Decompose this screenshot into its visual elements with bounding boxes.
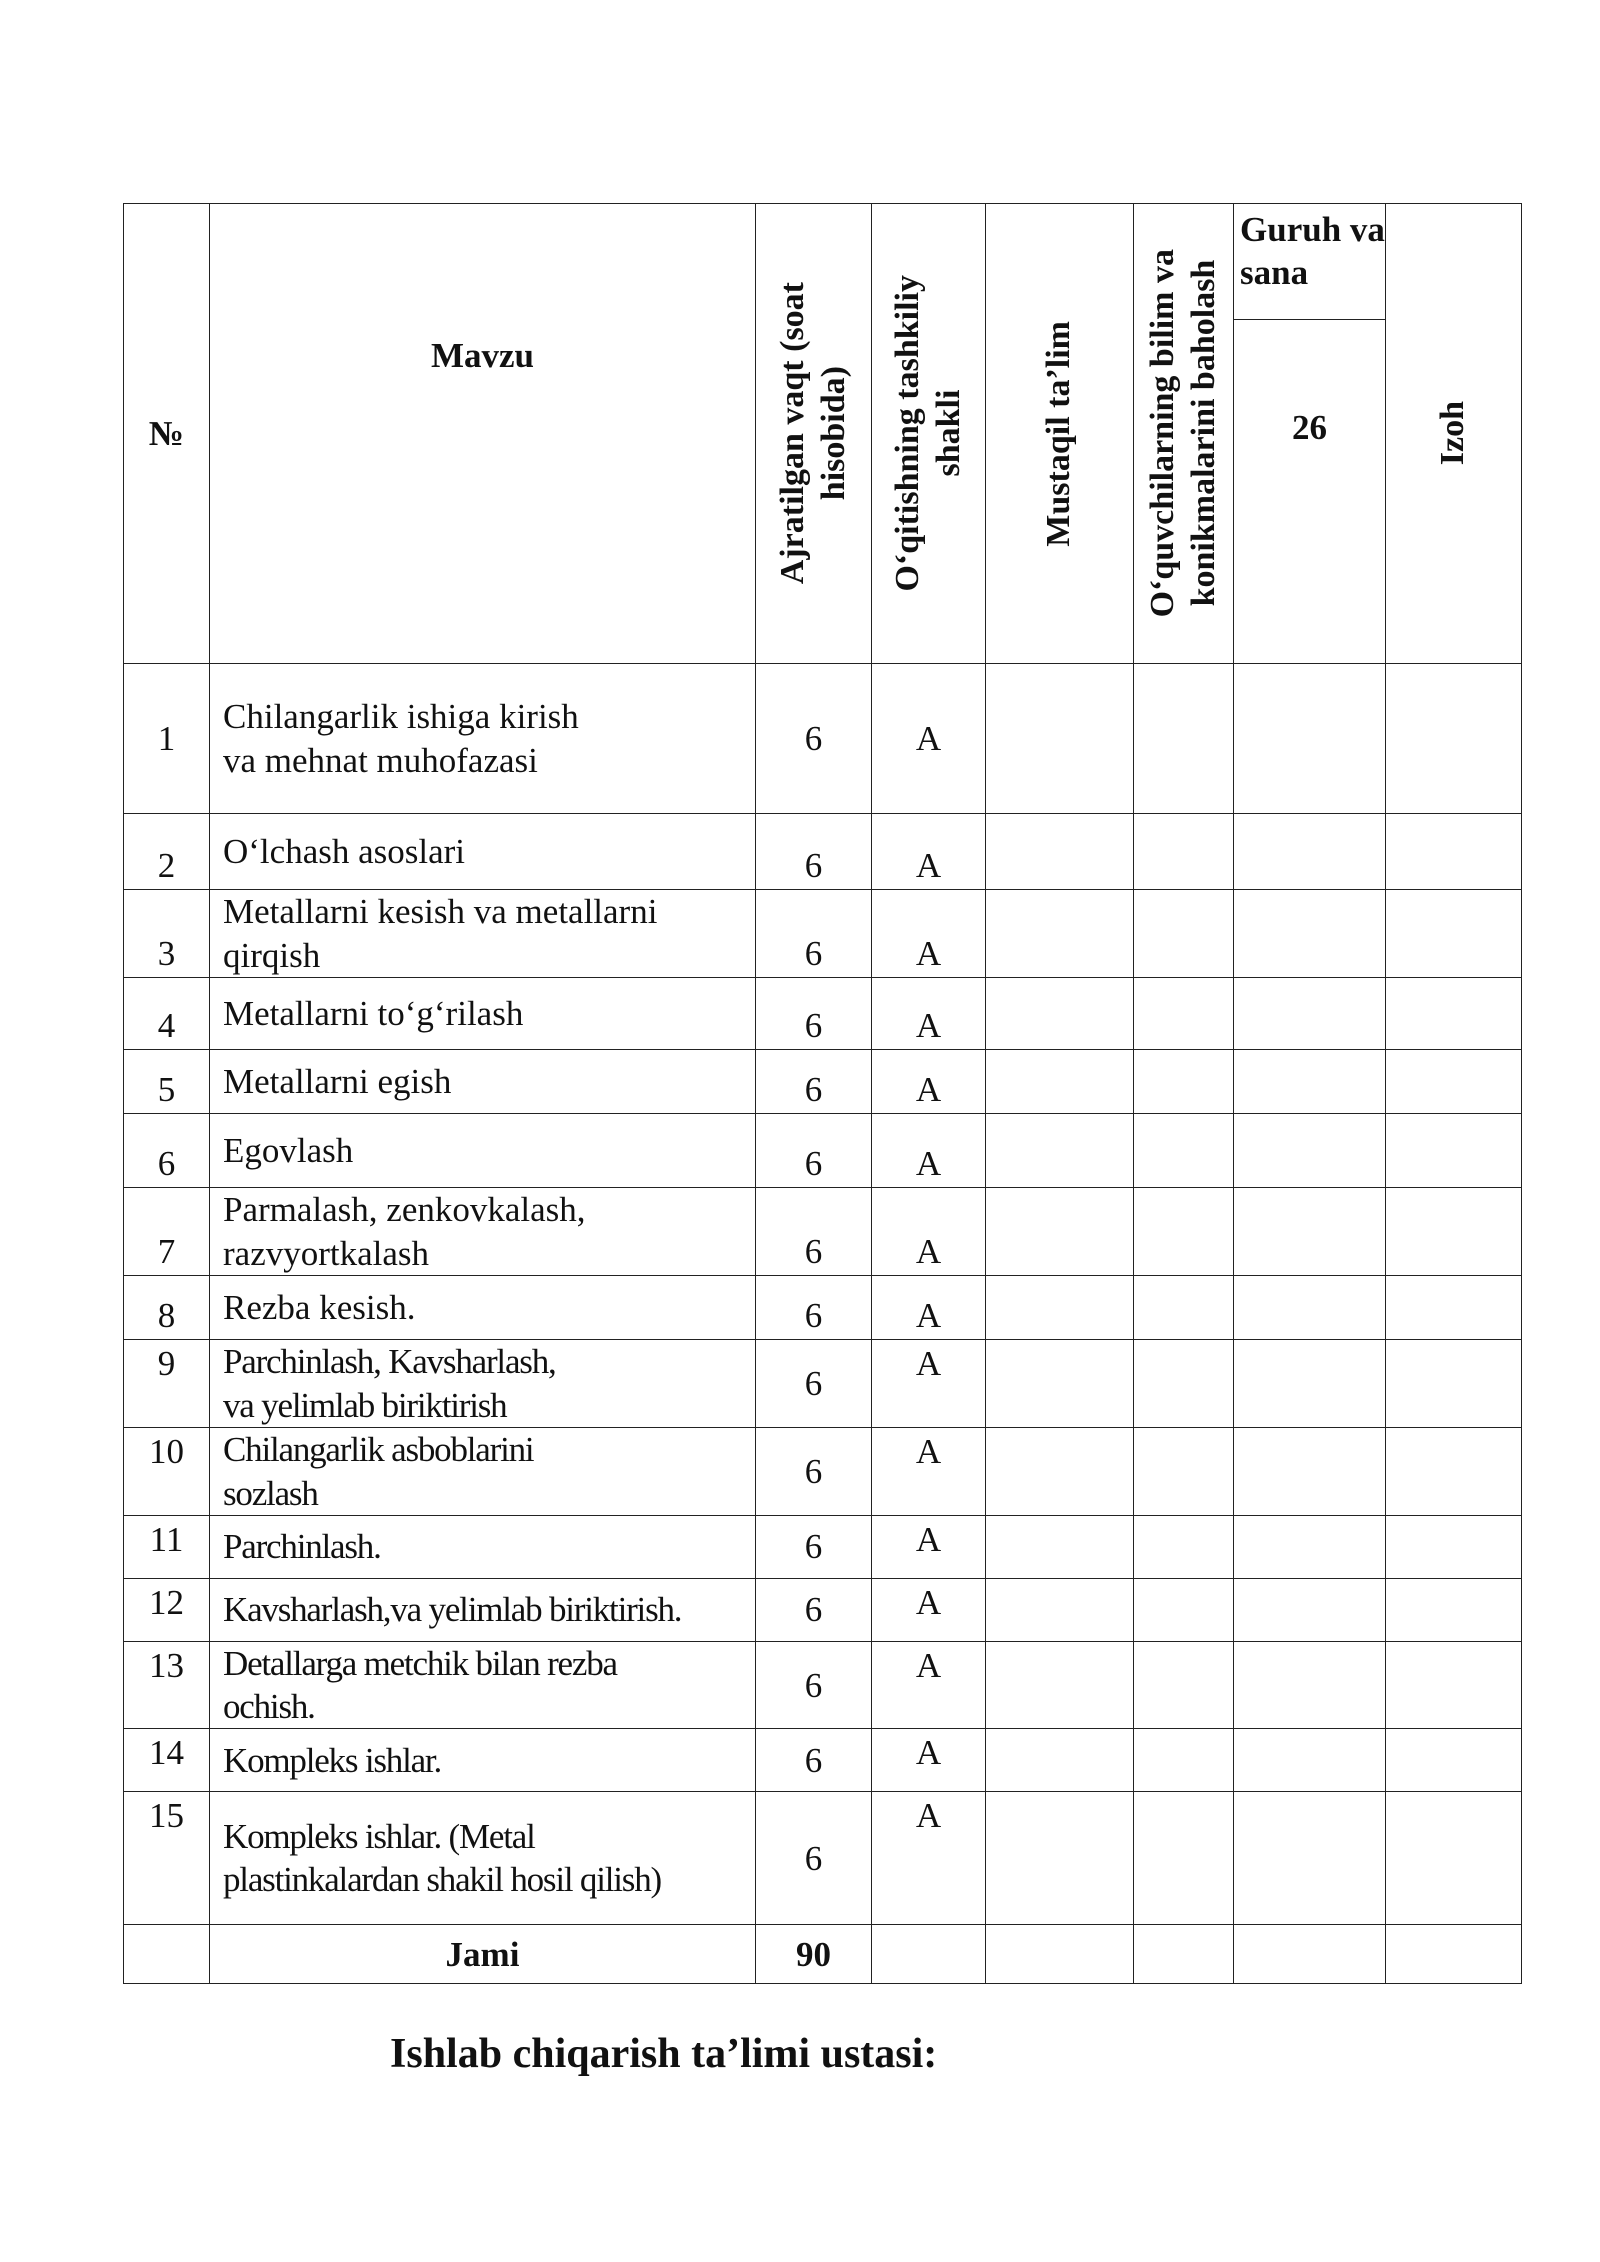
row-group — [1234, 1792, 1386, 1925]
row-note — [1386, 1579, 1522, 1642]
table-body — [124, 664, 1522, 1925]
row-hours: 6 — [756, 1516, 872, 1579]
row-assessment — [1134, 1340, 1234, 1428]
row-note — [1386, 1729, 1522, 1792]
table-row — [124, 1114, 1522, 1188]
row-note — [1386, 1642, 1522, 1729]
row-group — [1234, 1188, 1386, 1276]
row-assessment — [1134, 814, 1234, 890]
row-independent — [986, 890, 1134, 978]
row-independent — [986, 1729, 1134, 1792]
row-topic: Metallarni kesish va metallarni qirqish — [210, 890, 756, 978]
row-topic: Egovlash — [210, 1114, 756, 1188]
row-assessment — [1134, 1792, 1234, 1925]
row-form: A — [872, 978, 986, 1050]
lesson-plan-table — [123, 203, 1522, 1984]
row-form: A — [872, 1114, 986, 1188]
row-topic: Parchinlash, Kavsharlash, va yelimlab biriktirish — [210, 1340, 756, 1428]
table-footer — [124, 1925, 1522, 1984]
header-independent — [986, 204, 1134, 664]
total-independent-cell — [986, 1925, 1134, 1984]
row-note — [1386, 978, 1522, 1050]
signature-line: Ishlab chiqarish ta’limi ustasi: — [390, 2031, 938, 2077]
row-form: A — [872, 890, 986, 978]
row-assessment — [1134, 1729, 1234, 1792]
row-topic: O‘lchash asoslari — [210, 814, 756, 890]
row-hours: 6 — [756, 1114, 872, 1188]
row-number: 5 — [124, 1050, 210, 1114]
row-hours: 6 — [756, 1276, 872, 1340]
row-group — [1234, 1276, 1386, 1340]
row-number: 1 — [124, 664, 210, 814]
header-assessment-line1: O‘quvchilarning bilim va — [1143, 249, 1181, 618]
total-label: Jami — [210, 1925, 756, 1984]
row-form: A — [872, 664, 986, 814]
header-group-number: 26 — [1234, 320, 1386, 664]
table-row — [124, 1579, 1522, 1642]
table-row — [124, 1340, 1522, 1428]
row-group — [1234, 1729, 1386, 1792]
row-number: 10 — [124, 1428, 210, 1516]
row-number: 14 — [124, 1729, 210, 1792]
total-hours: 90 — [756, 1925, 872, 1984]
row-assessment — [1134, 664, 1234, 814]
header-topic: Mavzu — [210, 204, 756, 664]
table-row — [124, 1792, 1522, 1925]
row-number: 7 — [124, 1188, 210, 1276]
row-assessment — [1134, 1050, 1234, 1114]
row-group — [1234, 890, 1386, 978]
row-independent — [986, 978, 1134, 1050]
row-topic: Rezba kesish. — [210, 1276, 756, 1340]
header-independent-label: Mustaqil ta’lim — [1040, 320, 1078, 547]
row-assessment — [1134, 1428, 1234, 1516]
row-hours: 6 — [756, 814, 872, 890]
header-hours — [756, 204, 872, 664]
table-row — [124, 1642, 1522, 1729]
row-group — [1234, 1642, 1386, 1729]
row-note — [1386, 1188, 1522, 1276]
row-group — [1234, 1340, 1386, 1428]
row-independent — [986, 1340, 1134, 1428]
row-form: A — [872, 814, 986, 890]
row-topic: Metallarni to‘g‘rilash — [210, 978, 756, 1050]
header-form-line2: shakli — [929, 390, 967, 477]
total-empty-cell — [124, 1925, 210, 1984]
row-assessment — [1134, 1188, 1234, 1276]
row-group — [1234, 664, 1386, 814]
row-group — [1234, 978, 1386, 1050]
row-note — [1386, 1340, 1522, 1428]
row-independent — [986, 814, 1134, 890]
row-group — [1234, 814, 1386, 890]
row-note — [1386, 664, 1522, 814]
row-assessment — [1134, 978, 1234, 1050]
row-assessment — [1134, 890, 1234, 978]
table-row — [124, 1276, 1522, 1340]
row-form: A — [872, 1729, 986, 1792]
header-hours-line2: hisobida) — [814, 366, 852, 501]
row-number: 15 — [124, 1792, 210, 1925]
row-note — [1386, 1050, 1522, 1114]
row-form: A — [872, 1340, 986, 1428]
total-form-cell — [872, 1925, 986, 1984]
total-assessment-cell — [1134, 1925, 1234, 1984]
row-assessment — [1134, 1114, 1234, 1188]
row-number: 6 — [124, 1114, 210, 1188]
row-form: A — [872, 1516, 986, 1579]
row-number: 9 — [124, 1340, 210, 1428]
row-form: A — [872, 1642, 986, 1729]
row-hours: 6 — [756, 1792, 872, 1925]
row-hours: 6 — [756, 1642, 872, 1729]
row-form: A — [872, 1050, 986, 1114]
row-form: A — [872, 1276, 986, 1340]
table-row — [124, 814, 1522, 890]
table-row — [124, 664, 1522, 814]
header-note — [1386, 204, 1522, 664]
header-hours-line1: Ajratilgan vaqt (soat — [773, 282, 811, 585]
row-note — [1386, 1516, 1522, 1579]
row-number: 11 — [124, 1516, 210, 1579]
total-group-cell — [1234, 1925, 1386, 1984]
row-form: A — [872, 1792, 986, 1925]
row-independent — [986, 1516, 1134, 1579]
row-independent — [986, 1114, 1134, 1188]
row-topic: Parmalash, zenkovkalash, razvyortkalash — [210, 1188, 756, 1276]
row-form: A — [872, 1188, 986, 1276]
row-topic: Kavsharlash,va yelimlab biriktirish. — [210, 1579, 756, 1642]
row-topic: Chilangarlik ishiga kirish va mehnat muhofazasi — [210, 664, 756, 814]
row-independent — [986, 1579, 1134, 1642]
table-row — [124, 1428, 1522, 1516]
row-note — [1386, 1792, 1522, 1925]
row-hours: 6 — [756, 664, 872, 814]
row-note — [1386, 890, 1522, 978]
row-number: 13 — [124, 1642, 210, 1729]
row-number: 8 — [124, 1276, 210, 1340]
header-assessment-line2: konikmalarini baholash — [1184, 260, 1222, 607]
table-row — [124, 1050, 1522, 1114]
row-independent — [986, 1428, 1134, 1516]
row-hours: 6 — [756, 978, 872, 1050]
row-independent — [986, 664, 1134, 814]
header-number: № — [124, 204, 210, 664]
row-hours: 6 — [756, 1050, 872, 1114]
table-row — [124, 1729, 1522, 1792]
row-note — [1386, 814, 1522, 890]
table-header — [124, 204, 1522, 664]
table-row — [124, 890, 1522, 978]
row-topic: Chilangarlik asboblarini sozlash — [210, 1428, 756, 1516]
row-number: 2 — [124, 814, 210, 890]
row-hours: 6 — [756, 1188, 872, 1276]
row-independent — [986, 1188, 1134, 1276]
total-note-cell — [1386, 1925, 1522, 1984]
row-assessment — [1134, 1642, 1234, 1729]
row-independent — [986, 1276, 1134, 1340]
row-number: 3 — [124, 890, 210, 978]
row-group — [1234, 1114, 1386, 1188]
row-hours: 6 — [756, 1340, 872, 1428]
row-assessment — [1134, 1579, 1234, 1642]
row-independent — [986, 1792, 1134, 1925]
row-assessment — [1134, 1516, 1234, 1579]
row-form: A — [872, 1428, 986, 1516]
row-note — [1386, 1114, 1522, 1188]
row-topic: Parchinlash. — [210, 1516, 756, 1579]
row-topic: Detallarga metchik bilan rezba ochish. — [210, 1642, 756, 1729]
header-group-date: Guruh va sana — [1234, 204, 1386, 320]
header-form-line1: O‘qitishning tashkiliy — [888, 275, 926, 592]
row-topic: Kompleks ishlar. — [210, 1729, 756, 1792]
row-group — [1234, 1516, 1386, 1579]
row-independent — [986, 1642, 1134, 1729]
row-group — [1234, 1050, 1386, 1114]
header-form — [872, 204, 986, 664]
row-topic: Metallarni egish — [210, 1050, 756, 1114]
row-number: 12 — [124, 1579, 210, 1642]
table-row — [124, 1516, 1522, 1579]
table-row — [124, 978, 1522, 1050]
row-hours: 6 — [756, 1428, 872, 1516]
header-assessment — [1134, 204, 1234, 664]
row-assessment — [1134, 1276, 1234, 1340]
row-note — [1386, 1276, 1522, 1340]
row-hours: 6 — [756, 1579, 872, 1642]
header-note-label: Izoh — [1434, 401, 1472, 466]
row-hours: 6 — [756, 1729, 872, 1792]
row-topic: Kompleks ishlar. (Metal plastinkalardan shakil hosil qilish) — [210, 1792, 756, 1925]
row-independent — [986, 1050, 1134, 1114]
row-form: A — [872, 1579, 986, 1642]
row-group — [1234, 1428, 1386, 1516]
row-number: 4 — [124, 978, 210, 1050]
row-group — [1234, 1579, 1386, 1642]
table-row — [124, 1188, 1522, 1276]
row-note — [1386, 1428, 1522, 1516]
row-hours: 6 — [756, 890, 872, 978]
